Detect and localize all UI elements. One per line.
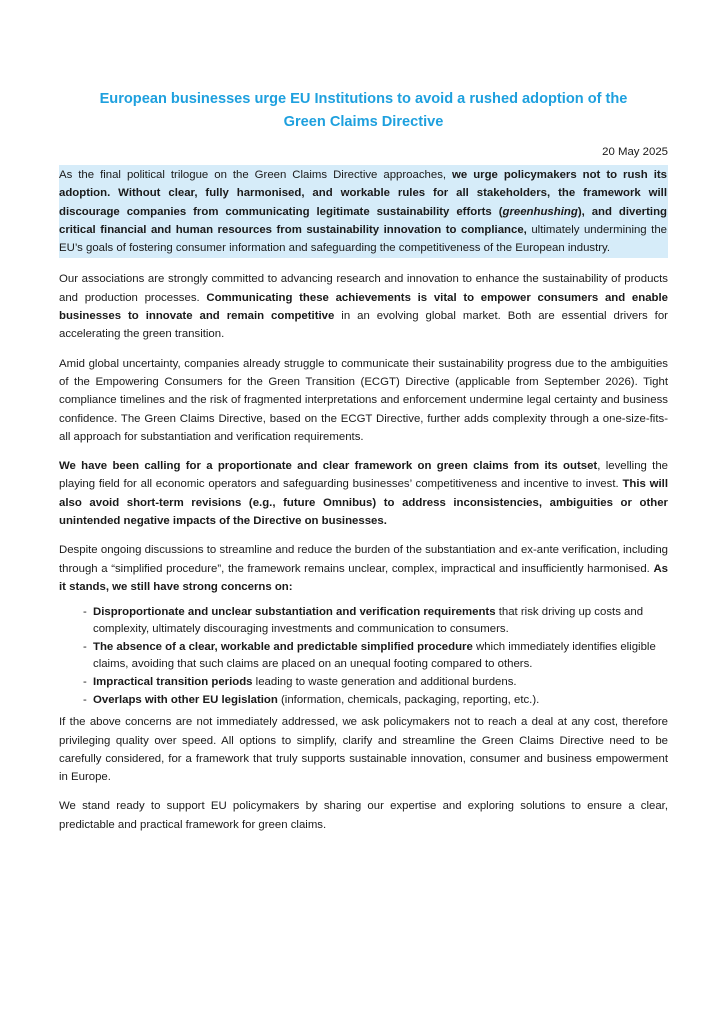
list-dash: - xyxy=(83,641,87,654)
concern-text: (information, chemicals, packaging, reporting, etc.). xyxy=(277,694,540,707)
paragraph-commitment xyxy=(59,270,668,343)
paragraph-framework xyxy=(59,457,668,530)
intro-bold-1: we urge policymakers not to rush its adoption. Without clear, fully harmonised, and workable rules for all stakeholders, the framework will discourage companies from communicating legitimate sustainability efforts ( xyxy=(59,169,667,218)
para4-bold-1: We have been calling for a proportionate and clear framework on green claims from its outset xyxy=(59,460,598,473)
list-item xyxy=(59,604,668,638)
paragraph-uncertainty: Amid global uncertainty, companies already struggle to communicate their sustainability progress due to the ambiguities of the Empowering Consumers for the Green Transition (ECGT) Directive (applicable from September 2026). Tight compliance timelines and the risk of fragmented interpretations and enforcement undermine legal certainty and business confidence. The Green Claims Directive, based on the ECGT Directive, further adds complexity through a one-size-fits-all approach for substantiation and verification requirements. xyxy=(59,357,668,443)
concerns-list xyxy=(59,604,668,709)
concern-bold: Overlaps with other EU legislation xyxy=(93,694,278,707)
concern-bold: Disproportionate and unclear substantiation and verification requirements xyxy=(93,606,496,619)
paragraph-request: If the above concerns are not immediately addressed, we ask policymakers not to reach a deal at any cost, therefore privileging quality over speed. All options to simplify, clarify and streamline the Green Claims Directive need to be carefully considered, for a framework that truly supports sustainable innovation, consumer and business empowerment in Europe. xyxy=(59,716,668,784)
intro-text-2: ultimately undermining the EU’s goals of fostering consumer information and safeguarding the competitiveness of the European industry. xyxy=(59,223,667,255)
intro-bold-2: ), and diverting critical financial and human resources from sustainability innovation to compliance, xyxy=(59,205,667,236)
paragraph-closing: We stand ready to support EU policymakers by sharing our expertise and exploring solutions to ensure a clear, predictable and practical framework for green claims. xyxy=(59,800,668,831)
document-date: 20 May 2025 xyxy=(602,146,668,158)
para4-bold-2: This will also avoid short-term revisions (e.g., future Omnibus) to address inconsistencies, ambiguities or other unintended negative impacts of the Directive on businesses. xyxy=(59,478,668,528)
intro-bold-italic: greenhushing xyxy=(502,205,578,218)
list-item xyxy=(59,692,668,709)
list-item xyxy=(59,639,668,673)
para4-text: , levelling the playing field for all economic operators and safeguarding businesses’ competitiveness and incentive to invest. xyxy=(59,460,668,491)
para2-text-2: in an evolving global market. Both are essential drivers for accelerating the green transition. xyxy=(59,310,668,341)
intro-text-1: As the final political trilogue on the Green Claims Directive approaches, xyxy=(59,169,453,181)
document-title xyxy=(59,88,668,134)
concern-text: that risk driving up costs and complexity, ultimately discouraging investments and communication to consumers. xyxy=(93,606,644,636)
para5-bold: As it stands, we still have strong concerns on: xyxy=(59,562,668,593)
list-dash: - xyxy=(83,694,87,707)
title-line-2: Green Claims Directive xyxy=(283,114,444,130)
list-dash: - xyxy=(83,606,87,619)
concern-text: leading to waste generation and additional burdens. xyxy=(252,676,517,689)
para2-text-1: Our associations are strongly committed to advancing research and innovation to enhance the sustainability of products and production processes. xyxy=(59,273,668,304)
title-line-1: European businesses urge EU Institutions to avoid a rushed adoption of the xyxy=(99,91,628,107)
concern-text: which immediately identifies eligible claims, avoiding that such claims are placed on an unequal footing compared to others. xyxy=(93,641,656,671)
concern-bold: The absence of a clear, workable and predictable simplified procedure xyxy=(93,641,473,654)
para2-bold: Communicating these achievements is vital to empower consumers and enable businesses to innovate and remain competitive xyxy=(59,291,668,323)
list-dash: - xyxy=(83,676,87,689)
para5-text: Despite ongoing discussions to streamline and reduce the burden of the substantiation and ex-ante verification, including through a “simplified procedure”, the framework remains unclear, complex, impractical and insufficiently harmonised. xyxy=(59,544,668,575)
intro-paragraph xyxy=(59,165,668,258)
concern-bold: Impractical transition periods xyxy=(93,676,253,689)
list-item xyxy=(59,674,668,691)
paragraph-concerns-intro xyxy=(59,541,668,596)
